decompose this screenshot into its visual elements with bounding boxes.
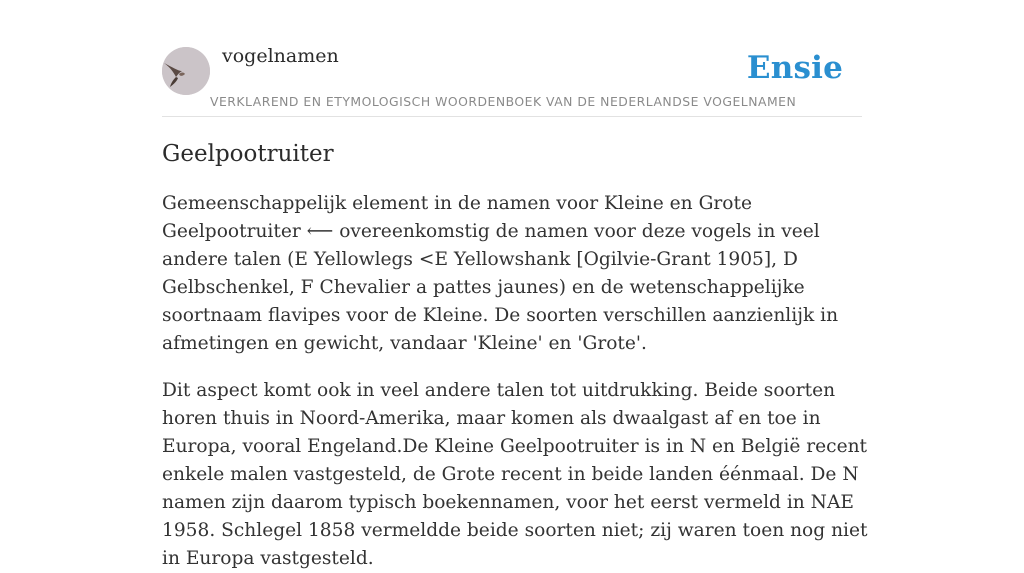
site-avatar[interactable] bbox=[162, 47, 210, 95]
paragraph: Dit aspect komt ook in veel andere talen tot uitdrukking. Beide soorten horen thuis in Noord-Amerika, maar komen als dwaalgast af en toe in Europa, vooral Engeland.De Kleine Geelpootruiter is in N en België recent enkele malen vastgesteld, de Grote recent in beide landen éénmaal. De N namen zijn daarom typisch boekennamen, voor het eerst vermeld in NAE 1958. Schlegel 1858 vermeldde beide soorten niet; zij waren toen nog niet in Europa vastgesteld. bbox=[162, 380, 868, 569]
ensie-logo[interactable]: Ensie bbox=[746, 50, 843, 86]
page-title: Geelpootruiter bbox=[162, 141, 334, 167]
site-name[interactable]: vogelnamen bbox=[222, 45, 339, 67]
bird-icon bbox=[162, 47, 210, 95]
page bbox=[162, 0, 868, 573]
site-subtitle: VERKLAREND EN ETYMOLOGISCH WOORDENBOEK VAN DE NEDERLANDSE VOGELNAMEN bbox=[210, 94, 797, 109]
site-header bbox=[162, 0, 862, 117]
paragraph: Gemeenschappelijk element in de namen voor Kleine en Grote Geelpootruiter ⟵ overeenkomstig de namen voor deze vogels in veel andere talen (E Yellowlegs <E Yellowshank [Ogilvie-Grant 1905], D Gelbschenkel, F Chevalier a pattes jaunes) en de wetenschappelijke soortnaam flavipes voor de Kleine. De soorten verschillen aanzienlijk in afmetingen en gewicht, vandaar 'Kleine' en 'Grote'. bbox=[162, 193, 839, 354]
